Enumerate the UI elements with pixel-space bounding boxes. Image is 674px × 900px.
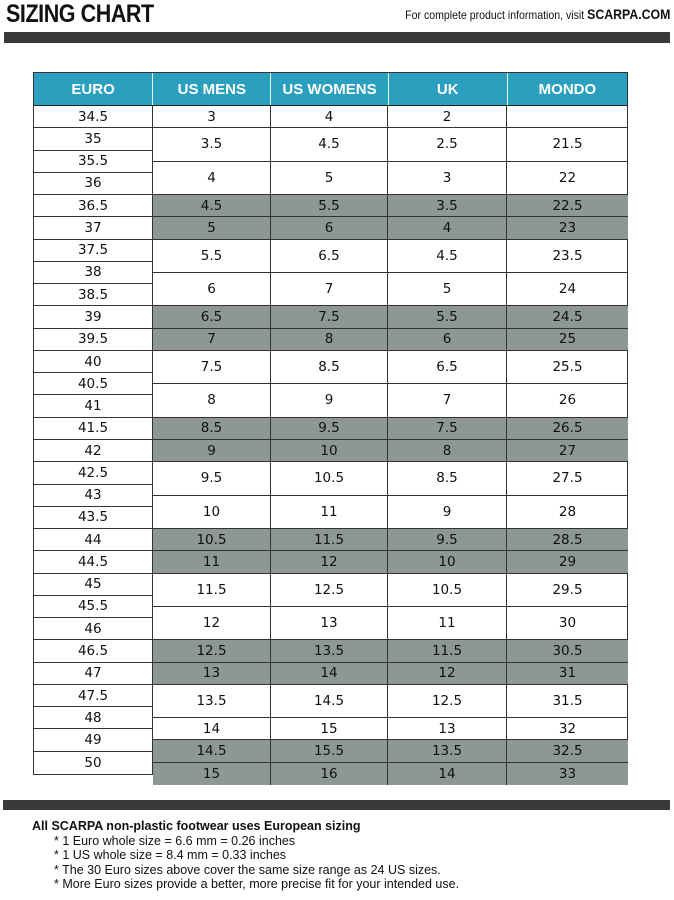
euro-size-cell: 44.5 bbox=[34, 551, 152, 573]
note-item: * 1 Euro whole size = 6.6 mm = 0.26 inches bbox=[54, 833, 296, 848]
us-womens-cell: 7 bbox=[271, 273, 388, 305]
us-mens-cell: 14 bbox=[153, 718, 271, 739]
us-mens-cell: 4.5 bbox=[153, 195, 271, 216]
euro-size-cell: 39 bbox=[34, 306, 152, 328]
column-header-us-mens: US MENS bbox=[153, 73, 271, 105]
mondo-cell: 23 bbox=[558, 219, 577, 236]
table-row bbox=[153, 217, 628, 239]
size-rows bbox=[153, 106, 628, 782]
mondo-cell: 24.5 bbox=[552, 308, 583, 325]
mondo-cell: 25.5 bbox=[552, 359, 583, 376]
us-womens-cell: 12.5 bbox=[271, 574, 388, 606]
us-mens-cell: 10 bbox=[153, 496, 271, 528]
table-row bbox=[153, 418, 628, 440]
euro-size-cell: 37.5 bbox=[34, 240, 152, 262]
euro-size-cell: 34.5 bbox=[34, 106, 152, 128]
euro-size-cell: 41.5 bbox=[34, 418, 152, 440]
us-womens-cell: 15 bbox=[271, 718, 388, 739]
table-row bbox=[153, 663, 628, 685]
uk-cell: 7 bbox=[388, 384, 507, 416]
mondo-cell: 28 bbox=[558, 503, 577, 520]
table-row bbox=[153, 685, 628, 718]
euro-size-cell: 40 bbox=[34, 351, 152, 373]
mondo-cell: 26.5 bbox=[552, 420, 583, 437]
uk-cell: 9.5 bbox=[388, 529, 507, 550]
uk-cell: 8 bbox=[388, 440, 507, 461]
euro-size-cell: 40.5 bbox=[34, 373, 152, 395]
mondo-cell: 31 bbox=[558, 665, 577, 682]
us-womens-cell: 8.5 bbox=[271, 351, 388, 383]
top-divider bbox=[4, 32, 670, 43]
uk-cell: 3 bbox=[388, 162, 507, 194]
euro-size-cell: 48 bbox=[34, 707, 152, 729]
table-row bbox=[153, 273, 628, 306]
us-womens-cell: 13.5 bbox=[271, 640, 388, 661]
uk-cell: 5.5 bbox=[388, 306, 507, 327]
us-mens-cell: 4 bbox=[153, 162, 271, 194]
us-womens-cell: 6 bbox=[271, 217, 388, 238]
us-womens-cell: 9 bbox=[271, 384, 388, 416]
site-link[interactable]: SCARPA.COM bbox=[586, 6, 670, 22]
us-mens-cell: 11.5 bbox=[153, 574, 271, 606]
mondo-cell: 27 bbox=[558, 442, 577, 459]
table-row bbox=[153, 574, 628, 607]
us-mens-cell: 7 bbox=[153, 329, 271, 350]
mondo-cell: 30.5 bbox=[552, 642, 583, 659]
bottom-divider bbox=[3, 800, 670, 810]
euro-size-cell: 50 bbox=[34, 752, 152, 774]
table-row bbox=[153, 529, 628, 551]
us-womens-cell: 10.5 bbox=[271, 462, 388, 494]
table-row bbox=[153, 718, 628, 740]
table-row bbox=[153, 496, 628, 529]
us-womens-cell: 10 bbox=[271, 440, 388, 461]
us-womens-cell: 12 bbox=[271, 551, 388, 572]
us-womens-cell: 13 bbox=[271, 607, 388, 639]
euro-size-cell: 47.5 bbox=[34, 685, 152, 707]
visit-text: For complete product information, visit bbox=[404, 8, 587, 22]
us-mens-cell: 11 bbox=[153, 551, 271, 572]
uk-cell: 14 bbox=[388, 763, 507, 785]
column-header-us-womens: US WOMENS bbox=[271, 73, 388, 105]
us-mens-cell: 9.5 bbox=[153, 462, 271, 494]
us-womens-cell: 14 bbox=[271, 663, 388, 684]
notes-heading: All SCARPA non-plastic footwear uses European sizing bbox=[32, 819, 361, 833]
us-womens-cell: 7.5 bbox=[271, 306, 388, 327]
uk-cell: 13.5 bbox=[388, 740, 507, 761]
uk-cell: 4 bbox=[388, 217, 507, 238]
table-row bbox=[153, 763, 628, 785]
us-womens-cell: 8 bbox=[271, 329, 388, 350]
table-row bbox=[153, 384, 628, 417]
mondo-cell: 30 bbox=[558, 615, 577, 632]
table-row bbox=[153, 551, 628, 573]
euro-size-cell: 37 bbox=[34, 217, 152, 239]
us-mens-cell: 13 bbox=[153, 663, 271, 684]
table-row bbox=[153, 128, 628, 161]
uk-cell: 2 bbox=[388, 106, 507, 127]
euro-size-cell: 38 bbox=[34, 262, 152, 284]
us-mens-cell: 14.5 bbox=[153, 740, 271, 761]
note-item: * More Euro sizes provide a better, more precise fit for your intended use. bbox=[54, 877, 460, 891]
us-womens-cell: 14.5 bbox=[271, 685, 388, 717]
euro-size-cell: 35.5 bbox=[34, 151, 152, 173]
table-row bbox=[153, 106, 628, 128]
uk-cell: 11.5 bbox=[388, 640, 507, 661]
uk-cell: 9 bbox=[388, 496, 507, 528]
us-mens-cell: 8.5 bbox=[153, 418, 271, 439]
table-row bbox=[153, 162, 628, 195]
euro-size-cell: 45.5 bbox=[34, 596, 152, 618]
uk-cell: 8.5 bbox=[388, 462, 507, 494]
table-row bbox=[153, 607, 628, 640]
table-row bbox=[153, 195, 628, 217]
us-mens-cell: 12 bbox=[153, 607, 271, 639]
us-mens-cell: 10.5 bbox=[153, 529, 271, 550]
mondo-cell: 25 bbox=[558, 331, 577, 348]
us-womens-cell: 16 bbox=[271, 763, 388, 785]
uk-cell: 6.5 bbox=[388, 351, 507, 383]
euro-size-cell: 43 bbox=[34, 485, 152, 507]
us-womens-cell: 9.5 bbox=[271, 418, 388, 439]
table-row bbox=[153, 240, 628, 273]
euro-size-cell: 42 bbox=[34, 440, 152, 462]
uk-cell: 12 bbox=[388, 663, 507, 684]
euro-size-cell: 35 bbox=[34, 128, 152, 150]
us-mens-cell: 8 bbox=[153, 384, 271, 416]
us-mens-cell: 15 bbox=[153, 763, 271, 785]
table-header bbox=[34, 73, 627, 106]
uk-cell: 12.5 bbox=[388, 685, 507, 717]
uk-cell: 13 bbox=[388, 718, 507, 739]
us-womens-cell: 4.5 bbox=[271, 128, 388, 160]
euro-size-cell: 38.5 bbox=[34, 284, 152, 306]
table-row bbox=[153, 351, 628, 384]
us-mens-cell: 3 bbox=[153, 106, 271, 127]
us-womens-cell: 6.5 bbox=[271, 240, 388, 272]
us-womens-cell: 15.5 bbox=[271, 740, 388, 761]
euro-size-cell: 42.5 bbox=[34, 462, 152, 484]
us-mens-cell: 9 bbox=[153, 440, 271, 461]
us-mens-cell: 6.5 bbox=[153, 306, 271, 327]
euro-column bbox=[34, 106, 153, 774]
note-item: * 1 US whole size = 8.4 mm = 0.33 inches bbox=[54, 848, 287, 862]
uk-cell: 11 bbox=[388, 607, 507, 639]
us-mens-cell: 3.5 bbox=[153, 128, 271, 160]
table-row bbox=[153, 329, 628, 351]
table-row bbox=[153, 306, 628, 328]
us-womens-cell: 5.5 bbox=[271, 195, 388, 216]
euro-size-cell: 45 bbox=[34, 574, 152, 596]
uk-cell: 3.5 bbox=[388, 195, 507, 216]
table-body bbox=[34, 106, 627, 782]
euro-size-cell: 46 bbox=[34, 618, 152, 640]
mondo-cell: 29.5 bbox=[552, 581, 583, 598]
uk-cell: 10.5 bbox=[388, 574, 507, 606]
mondo-cell: 22 bbox=[558, 169, 577, 186]
uk-cell: 7.5 bbox=[388, 418, 507, 439]
euro-size-cell: 47 bbox=[34, 663, 152, 685]
mondo-cell: 23.5 bbox=[552, 247, 583, 264]
mondo-cell: 32 bbox=[558, 720, 577, 737]
euro-size-cell: 39.5 bbox=[34, 329, 152, 351]
mondo-cell: 32.5 bbox=[552, 743, 583, 760]
mondo-cell: 21.5 bbox=[552, 136, 583, 153]
page-title: SIZING CHART bbox=[6, 0, 154, 28]
note-item: * The 30 Euro sizes above cover the same size range as 24 US sizes. bbox=[54, 862, 441, 877]
us-womens-cell: 4 bbox=[271, 106, 388, 127]
mondo-cell: 22.5 bbox=[552, 197, 583, 214]
uk-cell: 5 bbox=[388, 273, 507, 305]
mondo-cell bbox=[507, 106, 628, 127]
euro-size-cell: 36.5 bbox=[34, 195, 152, 217]
us-mens-cell: 7.5 bbox=[153, 351, 271, 383]
site-reference bbox=[405, 6, 670, 22]
us-mens-cell: 13.5 bbox=[153, 685, 271, 717]
mondo-cell: 29 bbox=[558, 553, 577, 570]
euro-size-cell: 44 bbox=[34, 529, 152, 551]
mondo-cell: 33 bbox=[558, 765, 577, 782]
sizing-notes bbox=[32, 819, 459, 892]
euro-size-cell: 41 bbox=[34, 395, 152, 417]
mondo-cell: 31.5 bbox=[552, 693, 583, 710]
euro-size-cell: 46.5 bbox=[34, 640, 152, 662]
uk-cell: 2.5 bbox=[388, 128, 507, 160]
table-row bbox=[153, 462, 628, 495]
table-row bbox=[153, 640, 628, 662]
sizing-table bbox=[33, 72, 628, 782]
column-header-euro: EURO bbox=[34, 73, 153, 105]
uk-cell: 6 bbox=[388, 329, 507, 350]
euro-size-cell: 43.5 bbox=[34, 507, 152, 529]
table-row bbox=[153, 440, 628, 462]
mondo-cell: 24 bbox=[558, 281, 577, 298]
column-header-uk: UK bbox=[389, 73, 508, 105]
mondo-cell: 27.5 bbox=[552, 470, 583, 487]
uk-cell: 10 bbox=[388, 551, 507, 572]
column-header-mondo: MONDO bbox=[538, 80, 597, 98]
us-mens-cell: 12.5 bbox=[153, 640, 271, 661]
us-womens-cell: 5 bbox=[271, 162, 388, 194]
us-mens-cell: 6 bbox=[153, 273, 271, 305]
mondo-cell: 28.5 bbox=[552, 531, 583, 548]
us-mens-cell: 5 bbox=[153, 217, 271, 238]
euro-size-cell: 49 bbox=[34, 729, 152, 751]
us-womens-cell: 11.5 bbox=[271, 529, 388, 550]
mondo-cell: 26 bbox=[558, 392, 577, 409]
table-row bbox=[153, 740, 628, 762]
euro-size-cell: 36 bbox=[34, 173, 152, 195]
uk-cell: 4.5 bbox=[388, 240, 507, 272]
us-mens-cell: 5.5 bbox=[153, 240, 271, 272]
us-womens-cell: 11 bbox=[271, 496, 388, 528]
